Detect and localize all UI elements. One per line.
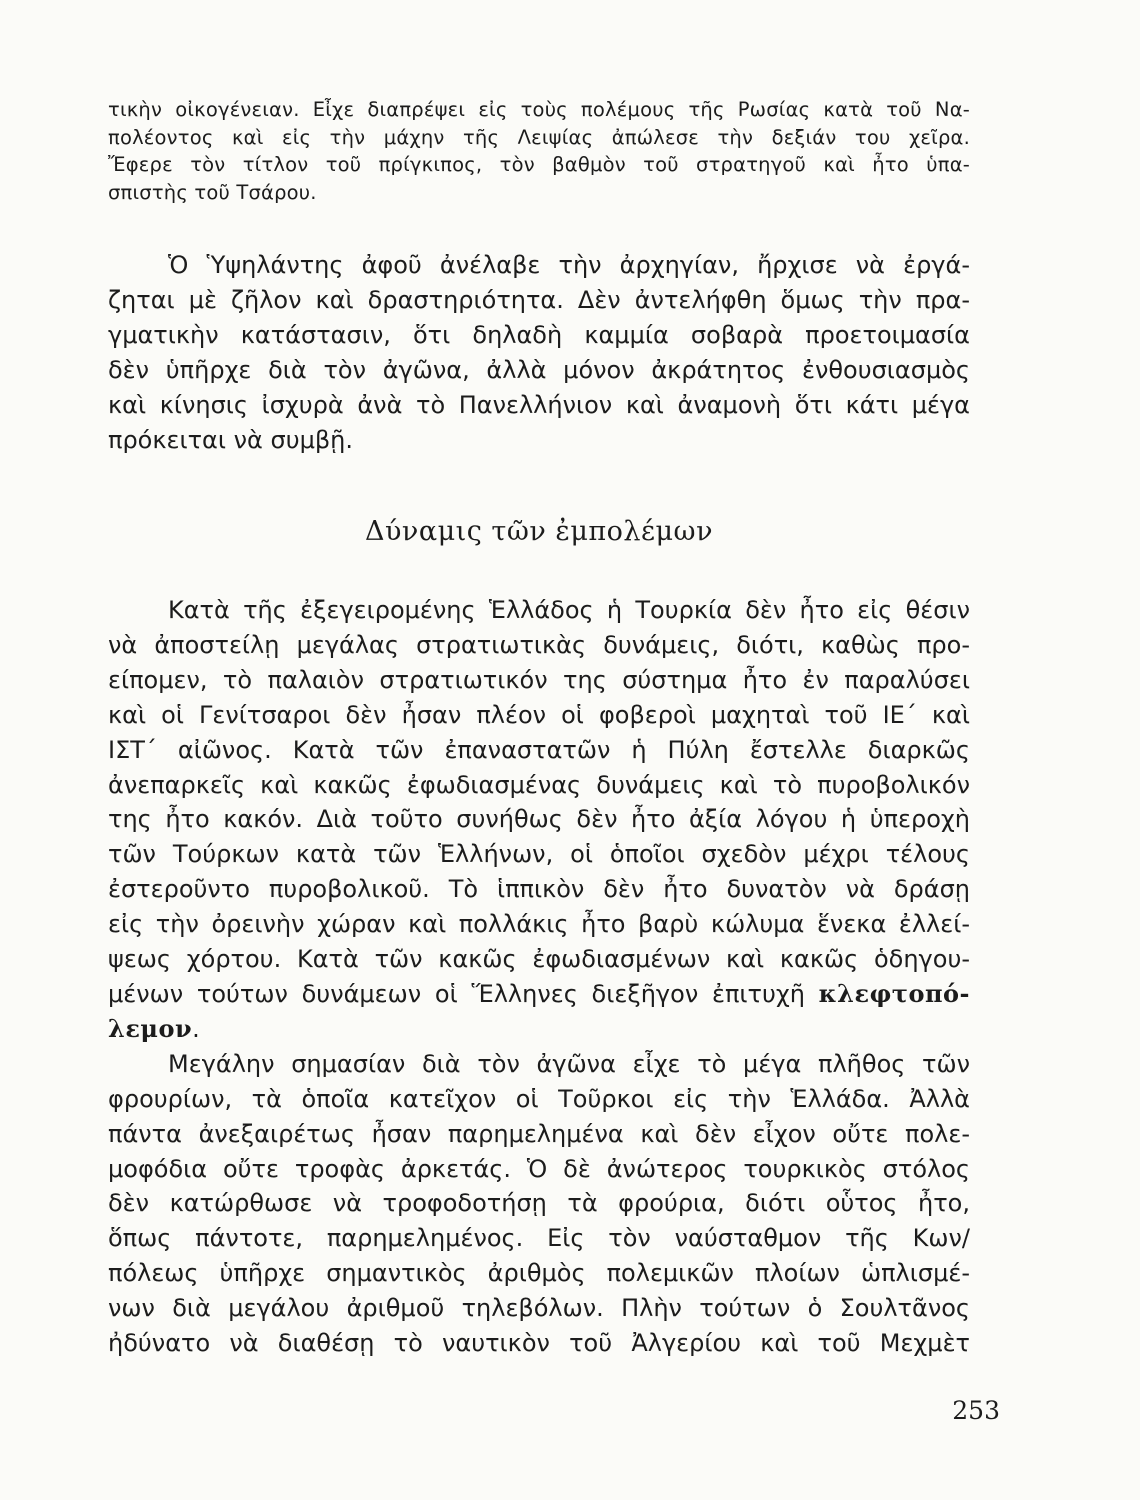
text-line: δὲν κατώρθωσε νὰ τροφοδοτήσῃ τὰ φρούρια, διότι οὗτος ἦτο, — [108, 1189, 970, 1218]
continued-paragraph — [108, 96, 970, 206]
emphasized-term: λεμον — [108, 1013, 193, 1043]
text-line: καὶ οἱ Γενίτσαροι δὲν ἦσαν πλέον οἱ φοβεροὶ μαχηταὶ τοῦ ΙΕ΄ καὶ — [108, 700, 970, 729]
text-line: τικὴν οἰκογένειαν. Εἶχε διαπρέψει εἰς τοὺς πολέμους τῆς Ρωσίας κατὰ τοῦ Να- — [108, 98, 970, 121]
text-line: Κατὰ τῆς ἐξεγειρομένης Ἑλλάδος ἡ Τουρκία δὲν ἦτο εἰς θέσιν — [168, 596, 970, 624]
text-line: της ἦτο κακόν. Διὰ τοῦτο συνήθως δὲν ἦτο ἀξία λόγου ἡ ὑπεροχὴ — [108, 805, 970, 834]
paragraph-forces — [108, 593, 970, 1361]
text-line: νων διὰ μεγάλου ἀριθμοῦ τηλεβόλων. Πλὴν τούτων ὁ Σουλτᾶνος — [108, 1294, 970, 1323]
text-fragment: . — [192, 1014, 200, 1043]
text-line: σπιστὴς τοῦ Τσάρου. — [108, 180, 317, 204]
section-heading: Δύναμις τῶν ἐμπολέμων — [365, 516, 713, 547]
text-line: γματικὴν κατάστασιν, ὅτι δηλαδὴ καμμία σοβαρὰ προετοιμασία — [108, 320, 970, 349]
text-line: ὅπως πάντοτε, παρημελημένος. Εἰς τὸν ναύσταθμον τῆς Κων/ — [108, 1224, 970, 1253]
text-line: φρουρίων, τὰ ὁποῖα κατεῖχον οἱ Τοῦρκοι εἰς τὴν Ἑλλάδα. Ἀλλὰ — [108, 1084, 970, 1113]
text-line: πρόκειται νὰ συμβῇ. — [108, 425, 354, 454]
text-line: πολέοντος καὶ εἰς τὴν μάχην τῆς Λειψίας ἀπώλεσε τὴν δεξιάν του χεῖρα. — [108, 125, 970, 149]
page-number: 253 — [952, 1396, 1000, 1425]
text-line: ψεως χόρτου. Κατὰ τῶν κακῶς ἐφωδιασμένων καὶ κακῶς ὁδηγου- — [108, 945, 970, 974]
text-line — [108, 1012, 970, 1047]
text-line: Ἔφερε τὸν τίτλον τοῦ πρίγκιπος, τὸν βαθμὸν τοῦ στρατηγοῦ καὶ ἦτο ὑπα- — [108, 153, 970, 176]
text-line: ἠδύνατο νὰ διαθέσῃ τὸ ναυτικὸν τοῦ Ἀλγερίου καὶ τοῦ Μεχμὲτ — [108, 1329, 970, 1358]
text-line: ἀνεπαρκεῖς καὶ κακῶς ἐφωδιασμένας δυνάμεις καὶ τὸ πυροβολικόν — [108, 770, 970, 799]
paragraph-ypsilantis — [108, 248, 970, 457]
text-line: ΙΣΤ΄ αἰῶνος. Κατὰ τῶν ἐπαναστατῶν ἡ Πύλη ἔστελλε διαρκῶς — [108, 735, 970, 764]
text-fragment: μένων τούτων δυνάμεων οἱ Ἕλληνες διεξῆγον ἐπιτυχῆ — [108, 979, 805, 1008]
text-line: νὰ ἀποστείλῃ μεγάλας στρατιωτικὰς δυνάμεις, διότι, καθὼς προ- — [108, 630, 970, 659]
text-line: εἰς τὴν ὀρεινὴν χώραν καὶ πολλάκις ἦτο βαρὺ κώλυμα ἕνεκα ἐλλεί- — [108, 910, 970, 939]
emphasized-term: κλεφτοπό- — [818, 978, 970, 1008]
text-line: μοφόδια οὔτε τροφὰς ἀρκετάς. Ὁ δὲ ἀνώτερος τουρκικὸς στόλος — [108, 1154, 970, 1183]
text-line: Μεγάλην σημασίαν διὰ τὸν ἀγῶνα εἶχε τὸ μέγα πλῆθος τῶν — [168, 1049, 970, 1078]
text-line: είπομεν, τὸ παλαιὸν στρατιωτικόν της σύστημα ἦτο ἐν παραλύσει — [108, 665, 970, 694]
text-line: ζηται μὲ ζῆλον καὶ δραστηριότητα. Δὲν ἀντελήφθη ὅμως τὴν πρα- — [108, 285, 970, 314]
text-line: δὲν ὑπῆρχε διὰ τὸν ἀγῶνα, ἀλλὰ μόνον ἀκράτητος ἐνθουσιασμὸς — [108, 355, 970, 384]
text-line: τῶν Τούρκων κατὰ τῶν Ἑλλήνων, οἱ ὁποῖοι σχεδὸν μέχρι τέλους — [108, 840, 970, 869]
text-line — [108, 977, 970, 1012]
text-line: Ὁ Ὑψηλάντης ἀφοῦ ἀνέλαβε τὴν ἀρχηγίαν, ἤρχισε νὰ ἐργά- — [168, 251, 970, 279]
text-line: πάντα ἀνεξαιρέτως ἦσαν παρημελημένα καὶ δὲν εἶχον οὔτε πολε- — [108, 1119, 970, 1148]
text-line: καὶ κίνησις ἰσχυρὰ ἀνὰ τὸ Πανελλήνιον καὶ ἀναμονὴ ὅτι κάτι μέγα — [108, 390, 970, 419]
text-line: ἐστεροῦντο πυροβολικοῦ. Τὸ ἱππικὸν δὲν ἦτο δυνατὸν νὰ δράσῃ — [108, 875, 970, 904]
text-line: πόλεως ὑπῆρχε σημαντικὸς ἀριθμὸς πολεμικῶν πλοίων ὡπλισμέ- — [108, 1259, 970, 1288]
